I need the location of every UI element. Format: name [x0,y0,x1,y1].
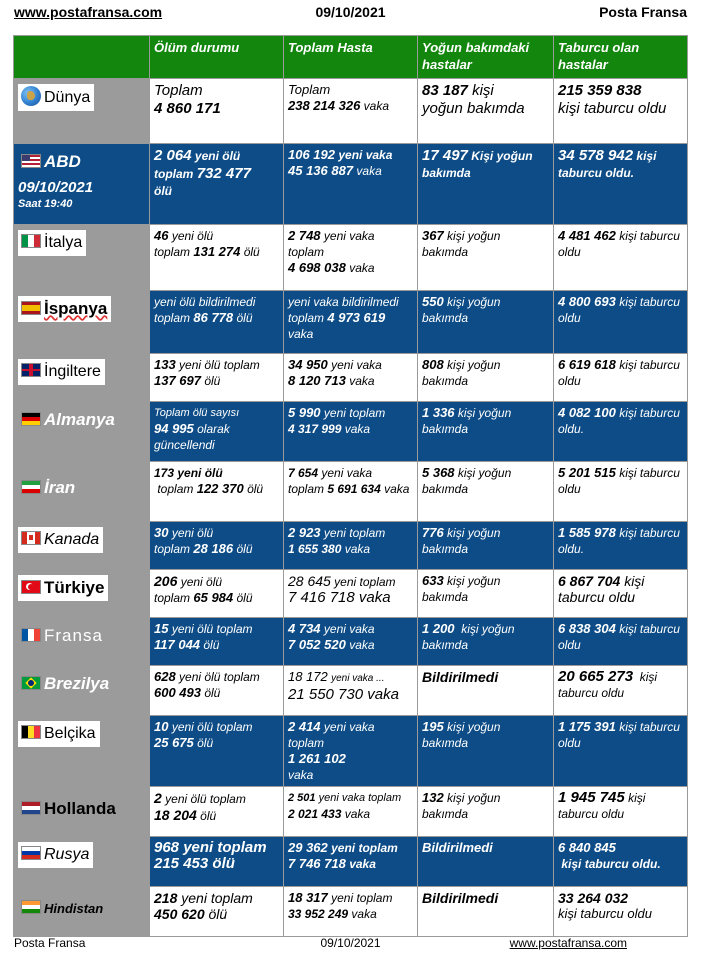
table-row [14,666,688,716]
table-row [14,79,688,144]
recovered-cell: 6 619 618 kişi taburcu oldu [554,354,688,402]
country-label: Dünya [18,84,94,111]
header-deaths: Ölüm durumu [150,36,284,79]
country-cell [14,402,150,462]
france-flag-icon [21,628,41,642]
icu-cell: 550 kişi yoğun bakımda [418,291,554,354]
uk-flag-icon [21,363,41,377]
recovered-cell: 33 264 032 kişi taburcu oldu [554,887,688,937]
country-label: Hollanda [18,796,120,822]
icu-cell: 633 kişi yoğun bakımda [418,570,554,618]
recovered-cell: 6 840 845 kişi taburcu oldu. [554,837,688,887]
country-label: İran [18,475,79,501]
india-flag-icon [21,900,41,914]
turkey-flag-icon [21,580,41,594]
cases-cell: 2 923 yeni toplam 1 655 380 vaka [284,522,418,570]
footer-brand: Posta Fransa [14,936,86,950]
italy-flag-icon [21,234,41,248]
deaths-cell: yeni ölü bildirilmedi toplam 86 778 ölü [150,291,284,354]
icu-cell: Bildirilmedi [418,887,554,937]
recovered-cell: 215 359 838 kişi taburcu oldu [554,79,688,144]
cases-cell: 106 192 yeni vaka 45 136 887 vaka [284,144,418,225]
cases-cell: 34 950 yeni vaka 8 120 713 vaka [284,354,418,402]
country-label: Türkiye [18,575,108,601]
cases-cell: 2 414 yeni vaka toplam 1 261 102 vaka [284,716,418,787]
cases-cell: 2 748 yeni vaka toplam 4 698 038 vaka [284,225,418,291]
country-cell [14,716,150,787]
country-cell [14,837,150,887]
country-cell [14,291,150,354]
covid-table [13,35,688,937]
table-row [14,144,688,225]
deaths-cell: 46 yeni ölü toplam 131 274 ölü [150,225,284,291]
recovered-cell: 1 585 978 kişi taburcu oldu. [554,522,688,570]
deaths-cell: 218 yeni toplam 450 620 ölü [150,887,284,937]
icu-cell: 132 kişi yoğun bakımda [418,787,554,837]
recovered-cell: 4 800 693 kişi taburcu oldu [554,291,688,354]
bottom-bar [14,936,687,952]
canada-flag-icon [21,531,41,545]
country-cell [14,570,150,618]
table-row [14,354,688,402]
us-date: 09/10/2021 [18,179,94,196]
icu-cell: 1 200 kişi yoğun bakımda [418,618,554,666]
iran-flag-icon [21,480,41,494]
country-cell [14,462,150,522]
country-cell [14,618,150,666]
country-label: Fransa [18,623,107,649]
table-row [14,570,688,618]
icu-cell: 776 kişi yoğun bakımda [418,522,554,570]
top-bar [14,4,687,22]
table-row [14,716,688,787]
header-recovered: Taburcu olan hastalar [554,36,688,79]
header-empty [14,36,150,79]
cases-cell: 7 654 yeni vaka toplam 5 691 634 vaka [284,462,418,522]
table-row [14,291,688,354]
us-time: Saat 19:40 [18,198,73,210]
recovered-cell: 20 665 273 kişi taburcu oldu [554,666,688,716]
table-row [14,522,688,570]
recovered-cell: 5 201 515 kişi taburcu oldu [554,462,688,522]
country-cell [14,354,150,402]
recovered-cell: 1 945 745 kişi taburcu oldu [554,787,688,837]
recovered-cell: 1 175 391 kişi taburcu oldu [554,716,688,787]
table-row [14,402,688,462]
icu-cell: 1 336 kişi yoğun bakımda [418,402,554,462]
country-cell [14,225,150,291]
cases-cell: yeni vaka bildirilmedi toplam 4 973 619 vaka [284,291,418,354]
deaths-cell: 628 yeni ölü toplam 600 493 ölü [150,666,284,716]
brazil-flag-icon [21,676,41,690]
deaths-cell: 10 yeni ölü toplam 25 675 ölü [150,716,284,787]
header-brand: Posta Fransa [599,4,687,20]
country-label: İngiltere [18,359,105,385]
cases-cell: Toplam 238 214 326 vaka [284,79,418,144]
globe-icon [21,86,41,106]
belgium-flag-icon [21,725,41,739]
deaths-cell: 133 yeni ölü toplam 137 697 ölü [150,354,284,402]
cases-cell: 18 172 yeni vaka ... 21 550 730 vaka [284,666,418,716]
icu-cell: Bildirilmedi [418,666,554,716]
country-label: İspanya [18,296,111,322]
country-cell [14,144,150,225]
cases-cell: 29 362 yeni toplam 7 746 718 vaka [284,837,418,887]
icu-cell: 367 kişi yoğun bakımda [418,225,554,291]
country-cell [14,787,150,837]
russia-flag-icon [21,846,41,860]
table-row [14,618,688,666]
table-row [14,225,688,291]
country-cell [14,666,150,716]
deaths-cell: 968 yeni toplam 215 453 ölü [150,837,284,887]
recovered-cell: 4 082 100 kişi taburcu oldu. [554,402,688,462]
deaths-cell: 30 yeni ölü toplam 28 186 ölü [150,522,284,570]
country-label: Almanya [18,407,119,433]
recovered-cell: 6 838 304 kişi taburcu oldu [554,618,688,666]
deaths-cell: 2 064 yeni ölü toplam 732 477 ölü [150,144,284,225]
table-header-row [14,36,688,79]
header-date: 09/10/2021 [315,4,386,20]
country-label: ABD [18,149,85,175]
deaths-cell: 206 yeni ölü toplam 65 984 ölü [150,570,284,618]
icu-cell: 17 497 Kişi yoğun bakımda [418,144,554,225]
header-cases: Toplam Hasta [284,36,418,79]
country-label: Kanada [18,527,103,553]
icu-cell: 5 368 kişi yoğun bakımda [418,462,554,522]
footer-date: 09/10/2021 [320,936,381,950]
cases-cell: 4 734 yeni vaka 7 052 520 vaka [284,618,418,666]
table-row [14,787,688,837]
country-cell [14,79,150,144]
country-label: Brezilya [18,671,113,697]
header-icu: Yoğun bakımdaki hastalar [418,36,554,79]
icu-cell: Bildirilmedi [418,837,554,887]
country-cell [14,522,150,570]
icu-cell: 808 kişi yoğun bakımda [418,354,554,402]
cases-cell: 2 501 yeni vaka toplam 2 021 433 vaka [284,787,418,837]
deaths-cell: 2 yeni ölü toplam 18 204 ölü [150,787,284,837]
recovered-cell: 34 578 942 kişi taburcu oldu. [554,144,688,225]
cases-cell: 18 317 yeni toplam 33 952 249 vaka [284,887,418,937]
country-label: Belçika [18,721,100,747]
site-link[interactable]: www.postafransa.com [14,4,163,20]
country-label: Hindistan [18,896,107,922]
icu-cell: 195 kişi yoğun bakımda [418,716,554,787]
spain-flag-icon [21,301,41,315]
cases-cell: 5 990 yeni toplam 4 317 999 vaka [284,402,418,462]
deaths-cell: Toplam ölü sayısı 94 995 olarak güncellendi [150,402,284,462]
country-cell [14,887,150,937]
recovered-cell: 6 867 704 kişi taburcu oldu [554,570,688,618]
table-row [14,462,688,522]
table-row [14,837,688,887]
recovered-cell: 4 481 462 kişi taburcu oldu [554,225,688,291]
deaths-cell: 15 yeni ölü toplam 117 044 ölü [150,618,284,666]
country-label: Rusya [18,842,93,868]
netherlands-flag-icon [21,801,41,815]
cases-cell: 28 645 yeni toplam 7 416 718 vaka [284,570,418,618]
icu-cell: 83 187 kişi yoğun bakımda [418,79,554,144]
deaths-cell: 173 yeni ölü toplam 122 370 ölü [150,462,284,522]
footer-site-link[interactable]: www.postafransa.com [509,936,627,950]
country-label: İtalya [18,230,86,256]
germany-flag-icon [21,412,41,426]
deaths-cell: Toplam 4 860 171 [150,79,284,144]
us-flag-icon [21,154,41,168]
table-row [14,887,688,937]
